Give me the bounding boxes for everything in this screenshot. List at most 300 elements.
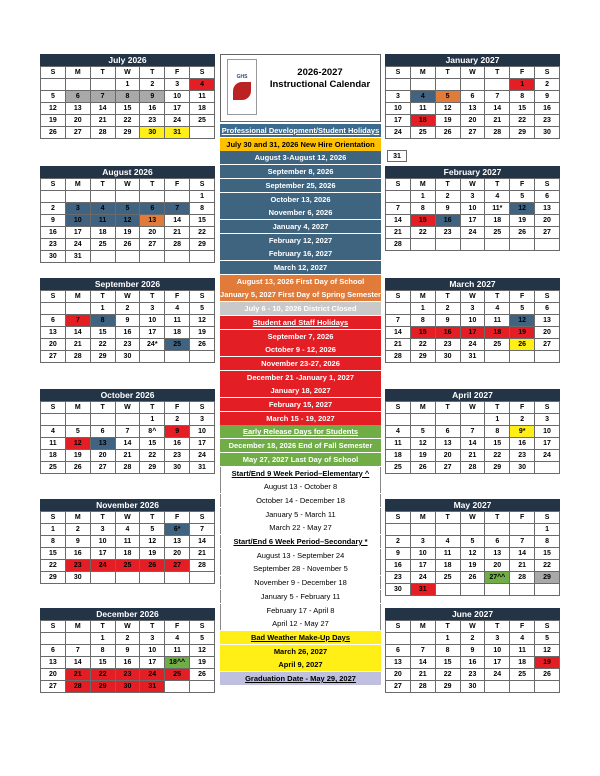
day-cell: 6: [535, 191, 560, 203]
day-cell: [510, 524, 535, 536]
day-cell: 24: [410, 572, 435, 584]
day-cell: 22: [435, 669, 460, 681]
legend-row: January 5, 2027 First Day of Spring Semester: [220, 290, 381, 300]
day-cell: 20: [460, 115, 485, 127]
day-cell: 17: [140, 327, 165, 339]
weekday-header-row: [386, 512, 560, 524]
weekday-label: M: [65, 291, 90, 303]
weekday-label: T: [140, 621, 165, 633]
day-cell: 28: [410, 681, 435, 693]
weekday-label: W: [460, 291, 485, 303]
day-cell: 14: [65, 327, 90, 339]
day-cell: 11*: [485, 203, 510, 215]
day-cell: 4: [510, 633, 535, 645]
day-cell: 10: [485, 645, 510, 657]
month-title: October 2026: [40, 389, 215, 401]
day-cell: 13: [65, 103, 90, 115]
day-cell: 5: [410, 426, 435, 438]
month-title: November 2026: [40, 499, 215, 511]
day-cell: 7: [510, 536, 535, 548]
day-cell: 26: [190, 669, 215, 681]
weekday-label: T: [485, 621, 510, 633]
day-cell: [485, 239, 510, 251]
week-row: [386, 524, 560, 536]
day-cell: 8: [90, 315, 115, 327]
day-cell: 20: [386, 669, 411, 681]
weekday-header-row: [386, 67, 560, 79]
day-cell: 19: [510, 327, 535, 339]
day-cell: 19: [115, 227, 140, 239]
week-row: [41, 215, 215, 227]
day-cell: 16: [115, 327, 140, 339]
day-cell: 22: [115, 115, 140, 127]
legend-row: November 9 - December 18: [220, 576, 381, 589]
day-cell: 27: [90, 462, 115, 474]
day-cell: 16: [140, 103, 165, 115]
day-cell: [485, 584, 510, 596]
day-cell: 15: [140, 438, 165, 450]
day-cell: 26: [435, 127, 460, 139]
day-cell: 6: [535, 303, 560, 315]
day-cell: 11: [90, 215, 115, 227]
day-cell: 15: [90, 327, 115, 339]
day-cell: 6: [90, 426, 115, 438]
weekday-label: T: [140, 179, 165, 191]
day-cell: 22: [90, 669, 115, 681]
day-cell: [165, 572, 190, 584]
day-cell: 25: [41, 462, 66, 474]
day-cell: [65, 633, 90, 645]
day-cell: 26: [41, 127, 66, 139]
day-cell: 20: [65, 115, 90, 127]
day-cell: [140, 351, 165, 363]
day-cell: 15: [190, 215, 215, 227]
day-cell: 21: [190, 548, 215, 560]
month-grid: [40, 290, 215, 363]
week-row: [41, 669, 215, 681]
weekday-label: S: [386, 179, 411, 191]
weekday-label: W: [115, 179, 140, 191]
day-cell: 14: [190, 536, 215, 548]
legend-row: Start/End 9 Week Period–Elementary ^: [220, 467, 381, 480]
title-year: 2026-2027: [297, 67, 343, 78]
day-cell: 8: [41, 536, 66, 548]
weekday-label: S: [190, 67, 215, 79]
day-cell: 28: [485, 127, 510, 139]
logo-swoosh-icon: [233, 82, 251, 100]
day-cell: [386, 79, 411, 91]
week-row: [41, 191, 215, 203]
day-cell: 24: [90, 560, 115, 572]
legend-row: September 28 - November 5: [220, 562, 381, 575]
month-title: May 2027: [385, 499, 560, 511]
month-grid: [385, 401, 560, 474]
weekday-header-row: [41, 179, 215, 191]
day-cell: 16: [435, 327, 460, 339]
day-cell: 16: [535, 103, 560, 115]
day-cell: 2: [510, 414, 535, 426]
day-cell: [65, 414, 90, 426]
day-cell: 15: [410, 327, 435, 339]
day-cell: 7: [190, 524, 215, 536]
month-grid: [40, 401, 215, 474]
day-cell: [410, 524, 435, 536]
weekday-header-row: [41, 291, 215, 303]
day-cell: [460, 239, 485, 251]
weekday-label: T: [485, 67, 510, 79]
day-cell: [386, 191, 411, 203]
legend-row: January 5 - February 11: [220, 590, 381, 603]
week-row: [386, 560, 560, 572]
day-cell: [510, 351, 535, 363]
day-cell: [65, 79, 90, 91]
day-cell: 28: [386, 239, 411, 251]
weekday-label: M: [410, 291, 435, 303]
day-cell: 18: [410, 115, 435, 127]
day-cell: 28: [90, 127, 115, 139]
day-cell: 8: [535, 536, 560, 548]
day-cell: 6: [140, 203, 165, 215]
week-row: [41, 303, 215, 315]
logo-text: GHS: [236, 74, 248, 80]
legend-row: May 27, 2027 Last Day of School: [220, 453, 381, 466]
weekday-label: F: [510, 512, 535, 524]
week-row: [41, 115, 215, 127]
day-cell: 5: [41, 91, 66, 103]
day-cell: [115, 251, 140, 263]
weekday-label: W: [115, 67, 140, 79]
week-row: [386, 127, 560, 139]
day-cell: 3: [140, 303, 165, 315]
january-extra-day: 31: [387, 150, 407, 162]
day-cell: 17: [410, 560, 435, 572]
day-cell: [485, 351, 510, 363]
day-cell: 20: [535, 327, 560, 339]
day-cell: 5: [535, 633, 560, 645]
day-cell: 15: [41, 548, 66, 560]
day-cell: 13: [535, 315, 560, 327]
weekday-label: S: [535, 621, 560, 633]
day-cell: 28: [460, 462, 485, 474]
day-cell: 31: [165, 127, 190, 139]
legend-row: Bad Weather Make-Up Days: [220, 631, 381, 644]
legend-row: March 26, 2027: [220, 645, 381, 658]
day-cell: [386, 303, 411, 315]
month-title: December 2026: [40, 608, 215, 620]
day-cell: 26: [510, 339, 535, 351]
weekday-label: F: [510, 621, 535, 633]
day-cell: 8^: [140, 426, 165, 438]
weekday-label: F: [510, 402, 535, 414]
day-cell: 13: [41, 327, 66, 339]
day-cell: [435, 524, 460, 536]
day-cell: 8: [435, 645, 460, 657]
day-cell: 12: [535, 645, 560, 657]
weekday-label: T: [90, 291, 115, 303]
day-cell: [190, 681, 215, 693]
day-cell: 6: [460, 91, 485, 103]
day-cell: 11: [115, 536, 140, 548]
day-cell: 16: [435, 215, 460, 227]
weekday-label: M: [65, 67, 90, 79]
day-cell: 26: [510, 227, 535, 239]
week-row: [41, 524, 215, 536]
week-row: [41, 203, 215, 215]
day-cell: 24: [140, 669, 165, 681]
day-cell: 13: [386, 657, 411, 669]
weekday-header-row: [386, 179, 560, 191]
day-cell: 4: [165, 303, 190, 315]
legend-row: Graduation Date - May 29, 2027: [220, 672, 381, 685]
day-cell: [90, 79, 115, 91]
day-cell: 8: [90, 645, 115, 657]
day-cell: 3: [65, 203, 90, 215]
day-cell: 28: [386, 351, 411, 363]
day-cell: [115, 572, 140, 584]
day-cell: 28: [165, 239, 190, 251]
legend-row: December 21 -January 1, 2027: [220, 371, 381, 384]
week-row: [386, 669, 560, 681]
day-cell: 3: [410, 536, 435, 548]
day-cell: 14: [460, 438, 485, 450]
day-cell: 9: [386, 548, 411, 560]
week-row: [386, 438, 560, 450]
day-cell: 1: [510, 79, 535, 91]
day-cell: 29: [140, 462, 165, 474]
day-cell: 26: [115, 239, 140, 251]
day-cell: 30: [535, 127, 560, 139]
month-apr: [385, 389, 560, 474]
day-cell: 25: [115, 560, 140, 572]
weekday-header-row: [41, 621, 215, 633]
week-row: [386, 227, 560, 239]
week-row: [41, 327, 215, 339]
day-cell: 25: [485, 227, 510, 239]
day-cell: 12: [510, 203, 535, 215]
day-cell: 22: [41, 560, 66, 572]
day-cell: 20: [90, 450, 115, 462]
weekday-label: M: [410, 179, 435, 191]
weekday-label: S: [41, 621, 66, 633]
day-cell: 14: [165, 215, 190, 227]
day-cell: 26: [65, 462, 90, 474]
day-cell: [165, 681, 190, 693]
day-cell: 4: [90, 203, 115, 215]
weekday-label: T: [90, 512, 115, 524]
day-cell: 31: [190, 462, 215, 474]
day-cell: 24*: [140, 339, 165, 351]
day-cell: 11: [165, 315, 190, 327]
day-cell: 4: [386, 426, 411, 438]
legend-row: Professional Development/Student Holidays: [221, 126, 380, 135]
day-cell: 9: [140, 91, 165, 103]
day-cell: 23: [115, 669, 140, 681]
day-cell: 12: [460, 548, 485, 560]
day-cell: 10: [410, 548, 435, 560]
calendar-header: [220, 54, 381, 122]
day-cell: 5: [510, 303, 535, 315]
day-cell: 18: [485, 215, 510, 227]
week-row: [386, 657, 560, 669]
day-cell: 18^^: [165, 657, 190, 669]
day-cell: 27: [535, 339, 560, 351]
day-cell: 2: [165, 414, 190, 426]
day-cell: 17: [535, 438, 560, 450]
day-cell: 30: [165, 462, 190, 474]
day-cell: 1: [485, 414, 510, 426]
weekday-label: W: [115, 402, 140, 414]
month-grid: [385, 290, 560, 363]
day-cell: 20: [41, 669, 66, 681]
legend-row: January 5 - March 11: [220, 508, 381, 521]
week-row: [386, 426, 560, 438]
day-cell: 19: [190, 327, 215, 339]
week-row: [41, 681, 215, 693]
weekday-label: T: [140, 402, 165, 414]
weekday-label: F: [165, 67, 190, 79]
day-cell: 12: [190, 315, 215, 327]
day-cell: 4: [115, 524, 140, 536]
day-cell: 29: [190, 239, 215, 251]
weekday-label: S: [190, 179, 215, 191]
day-cell: [90, 191, 115, 203]
day-cell: 18: [90, 227, 115, 239]
day-cell: [41, 79, 66, 91]
day-cell: 3: [140, 633, 165, 645]
weekday-label: S: [190, 512, 215, 524]
day-cell: 17: [90, 548, 115, 560]
day-cell: 6: [485, 536, 510, 548]
day-cell: 2: [435, 303, 460, 315]
weekday-label: S: [386, 67, 411, 79]
weekday-label: M: [410, 402, 435, 414]
day-cell: 8: [410, 203, 435, 215]
day-cell: 28: [65, 681, 90, 693]
day-cell: 14: [386, 327, 411, 339]
day-cell: 23: [535, 115, 560, 127]
day-cell: 1: [41, 524, 66, 536]
day-cell: 17: [140, 657, 165, 669]
day-cell: 10: [535, 426, 560, 438]
day-cell: 6: [386, 645, 411, 657]
day-cell: 19: [460, 560, 485, 572]
day-cell: 7: [65, 315, 90, 327]
month-jun: [385, 608, 560, 693]
month-grid: [40, 620, 215, 693]
day-cell: 3: [485, 633, 510, 645]
day-cell: [115, 191, 140, 203]
day-cell: 5: [190, 633, 215, 645]
day-cell: 24: [535, 450, 560, 462]
day-cell: [41, 303, 66, 315]
month-title: August 2026: [40, 166, 215, 178]
legend-row: December 18, 2026 End of Fall Semester: [220, 439, 381, 452]
day-cell: 25: [510, 669, 535, 681]
day-cell: 9: [115, 645, 140, 657]
weekday-label: S: [41, 179, 66, 191]
day-cell: [165, 251, 190, 263]
legend-row: September 8, 2026: [220, 165, 381, 178]
day-cell: 11: [410, 103, 435, 115]
day-cell: [65, 303, 90, 315]
day-cell: 24: [485, 669, 510, 681]
day-cell: 21: [65, 339, 90, 351]
day-cell: 30: [510, 462, 535, 474]
day-cell: [510, 681, 535, 693]
legend-row: February 15, 2027: [220, 398, 381, 411]
weekday-label: W: [460, 67, 485, 79]
weekday-label: T: [90, 402, 115, 414]
legend-row: April 12 - May 27: [220, 617, 381, 630]
day-cell: 17: [65, 227, 90, 239]
month-title: January 2027: [385, 54, 560, 66]
week-row: [386, 633, 560, 645]
weekday-label: S: [386, 512, 411, 524]
legend-row: Student and Staff Holidays: [220, 316, 381, 329]
day-cell: [65, 191, 90, 203]
day-cell: 26: [190, 339, 215, 351]
day-cell: 14: [410, 657, 435, 669]
week-row: [386, 536, 560, 548]
week-row: [386, 681, 560, 693]
week-row: [386, 584, 560, 596]
day-cell: 24: [65, 239, 90, 251]
month-grid: [385, 66, 560, 139]
week-row: [386, 203, 560, 215]
month-grid: [40, 66, 215, 139]
day-cell: 26: [460, 572, 485, 584]
day-cell: 27: [435, 462, 460, 474]
day-cell: 21: [410, 669, 435, 681]
day-cell: 10: [65, 215, 90, 227]
day-cell: 2: [386, 536, 411, 548]
month-title: September 2026: [40, 278, 215, 290]
day-cell: 21: [485, 115, 510, 127]
day-cell: 21: [115, 450, 140, 462]
week-row: [386, 115, 560, 127]
day-cell: 20: [435, 450, 460, 462]
day-cell: 18: [165, 327, 190, 339]
day-cell: 21: [386, 339, 411, 351]
day-cell: 7: [65, 645, 90, 657]
day-cell: 30: [41, 251, 66, 263]
week-row: [41, 91, 215, 103]
day-cell: 1: [410, 303, 435, 315]
day-cell: 4: [435, 536, 460, 548]
day-cell: 30: [115, 351, 140, 363]
legend-row: October 13, 2026: [220, 193, 381, 206]
day-cell: 5: [190, 303, 215, 315]
legend-row: August 3-August 12, 2026: [220, 151, 381, 164]
legend-row: February 17 - April 8: [220, 604, 381, 617]
month-nov: [40, 499, 215, 584]
day-cell: 5: [435, 91, 460, 103]
weekday-label: M: [65, 179, 90, 191]
weekday-label: T: [435, 179, 460, 191]
day-cell: 2: [115, 633, 140, 645]
day-cell: [460, 584, 485, 596]
day-cell: 28: [510, 572, 535, 584]
legend-row: January 4, 2027: [220, 220, 381, 233]
week-row: [41, 79, 215, 91]
weekday-label: W: [460, 512, 485, 524]
day-cell: 9: [115, 315, 140, 327]
day-cell: 19: [510, 215, 535, 227]
day-cell: 7: [386, 203, 411, 215]
day-cell: 11: [41, 438, 66, 450]
month-grid: [40, 511, 215, 584]
weekday-label: T: [90, 621, 115, 633]
